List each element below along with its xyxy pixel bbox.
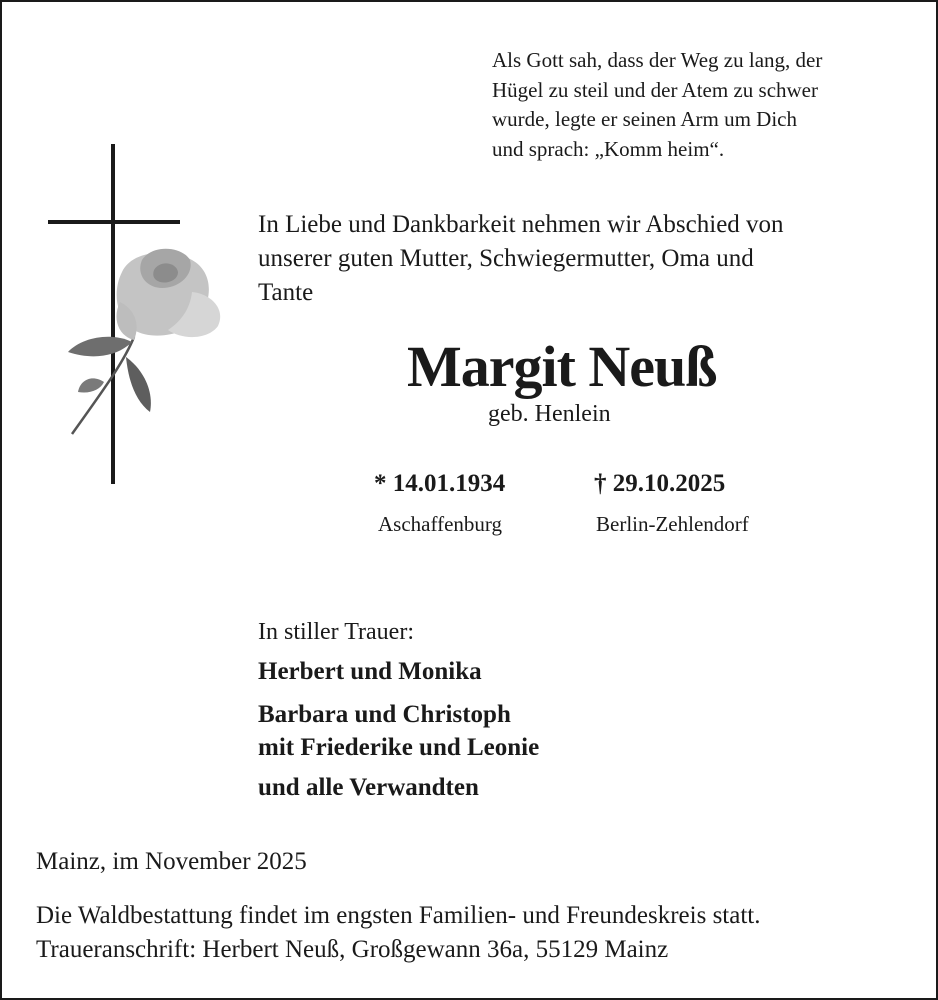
poem-line: und sprach: „Komm heim“. [492, 136, 725, 161]
intro-text [258, 208, 918, 310]
poem-quote [492, 46, 922, 164]
poem-line: wurde, legte er seinen Arm um Dich [492, 107, 797, 131]
cross-with-rose-icon [42, 142, 242, 487]
intro-line: In Liebe und Dankbarkeit nehmen wir Abschied von [258, 211, 784, 238]
mourner-group-2-line-2: mit Friederike und Leonie [258, 734, 540, 761]
mourner-group-1: Herbert und Monika [258, 658, 482, 685]
birth-place: Aschaffenburg [378, 512, 503, 536]
cross-horizontal-beam [48, 220, 180, 224]
poem-line: Hügel zu steil und der Atem zu schwer [492, 77, 818, 102]
intro-line: Tante [258, 279, 314, 306]
funeral-info: Die Waldbestattung findet im engsten Familien- und Freundeskreis statt. [36, 902, 761, 929]
mourner-group-2-line-1: Barbara und Christoph [258, 701, 511, 728]
cross-vertical-beam [111, 144, 115, 484]
mourner-group-3: und alle Verwandten [258, 774, 479, 801]
place-date: Mainz, im November 2025 [36, 848, 307, 875]
death-place: Berlin-Zehlendorf [596, 512, 749, 536]
poem-line: Als Gott sah, dass der Weg zu lang, der [492, 48, 823, 72]
intro-line: unserer guten Mutter, Schwiegermutter, Oma und [258, 245, 754, 272]
mourning-address: Traueranschrift: Herbert Neuß, Großgewann 36a, 55129 Mainz [36, 936, 669, 963]
death-date: † 29.10.2025 [594, 470, 726, 497]
birth-date: * 14.01.1934 [374, 470, 506, 497]
maiden-name: geb. Henlein [488, 401, 611, 427]
mourners-heading: In stiller Trauer: [258, 619, 414, 645]
deceased-name: Margit Neuß [407, 334, 717, 399]
